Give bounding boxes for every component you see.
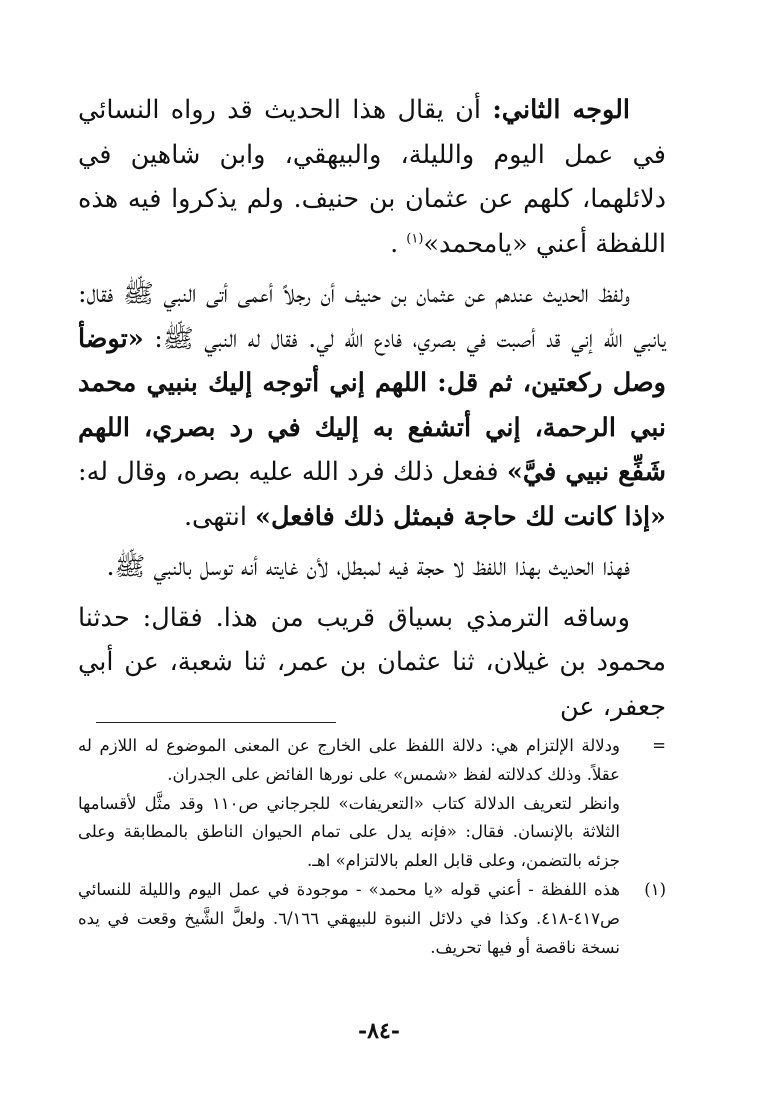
continuation-marker: = xyxy=(652,736,666,755)
hadith-quote-2: «إذا كانت لك حاجة فبمثل ذلك فافعل» xyxy=(255,501,666,532)
section-heading: الوجه الثاني: xyxy=(492,95,630,125)
quoted-word: «يامحمد» xyxy=(423,228,528,259)
paragraph-2-text-b: ففعل ذلك فرد الله عليه بصره، وقال له: xyxy=(78,457,507,487)
main-text xyxy=(78,88,666,735)
paragraph-1-text: أن يقال هذا الحديث قد رواه النسائي في عمل اليوم والليلة، والبيهقي، وابن شاهين في دلائلهما، كلهم عن عثمان بن حنيف. ولم يذكروا فيه هذه اللفظة أعني xyxy=(78,95,666,259)
paragraph-4: وساقه الترمذي بسياق قريب من هذا. فقال: حدثنا محمود بن غيلان، ثنا عثمان بن عمر، ثنا شعبة، عن أبي جعفر، عن xyxy=(78,602,666,722)
paragraph-2 xyxy=(78,272,666,539)
footnote-1-marker: (١) xyxy=(644,879,666,899)
footnote-ref-1: (١) xyxy=(406,231,424,246)
paragraph-2-text-a: ولفظ الحديث عندهم عن عثمان بن حنيف أن رجلاً أعمى أتى النبي ﷺ فقال: يانبي الله إني قد أصبت في بصري، فادع الله لي. فقال له النبي ﷺ: xyxy=(78,279,666,354)
footnote-separator xyxy=(96,722,336,723)
footnote-continued-line-2: وانظر لتعريف الدلالة كتاب «التعريفات» للجرجاني ص١١٠ وقد مثَّل لأقسامها الثلاثة بالإنسان. فقال: «فإنه يدل على تمام الحيوان الناطق بالمطابقة وعلى جزئه بالتضمن، وعلى قابل العلم بالالتزام» اهـ. xyxy=(78,793,620,871)
paragraph-1 xyxy=(78,88,666,266)
footnote-continued xyxy=(78,732,666,876)
footnotes xyxy=(78,732,666,962)
footnote-1-text: هذه اللفظة - أعني قوله «يا محمد» - موجودة في عمل اليوم والليلة للنسائي ص٤١٧-٤١٨. وكذا في دلائل النبوة للبيهقي ٦/١٦٦. ولعلَّ الشَّيخ وقعت في يده نسخة ناقصة أو فيها تحريف. xyxy=(78,879,620,957)
paragraph-2-text-c: انتهى. xyxy=(183,501,256,532)
footnote-continued-line-1: ودلالة الإلتزام هي: دلالة اللفظ على الخارج عن المعنى الموضوع له اللازم له عقلاً. وذلك كدلالته لفظ «شمس» على نورها الفائض على الجدران. xyxy=(78,736,620,784)
paragraph-3: فهذا الحديث بهذا اللفظ لا حجة فيه لمبطل، لأن غايته أنه توسل بالنبي ﷺ. xyxy=(106,552,630,582)
page-number: -٨٤- xyxy=(358,1018,400,1044)
footnote-1 xyxy=(78,876,666,962)
hadith-quote-1: «توضأ وصل ركعتين، ثم قل: اللهم إني أتوجه إليك بنبيي محمد نبي الرحمة، إني أتشفع به إليك في رد بصري، اللهم شَفِّع نبيي فيَّ» xyxy=(78,323,666,487)
paragraph-1-end: . xyxy=(390,228,407,259)
